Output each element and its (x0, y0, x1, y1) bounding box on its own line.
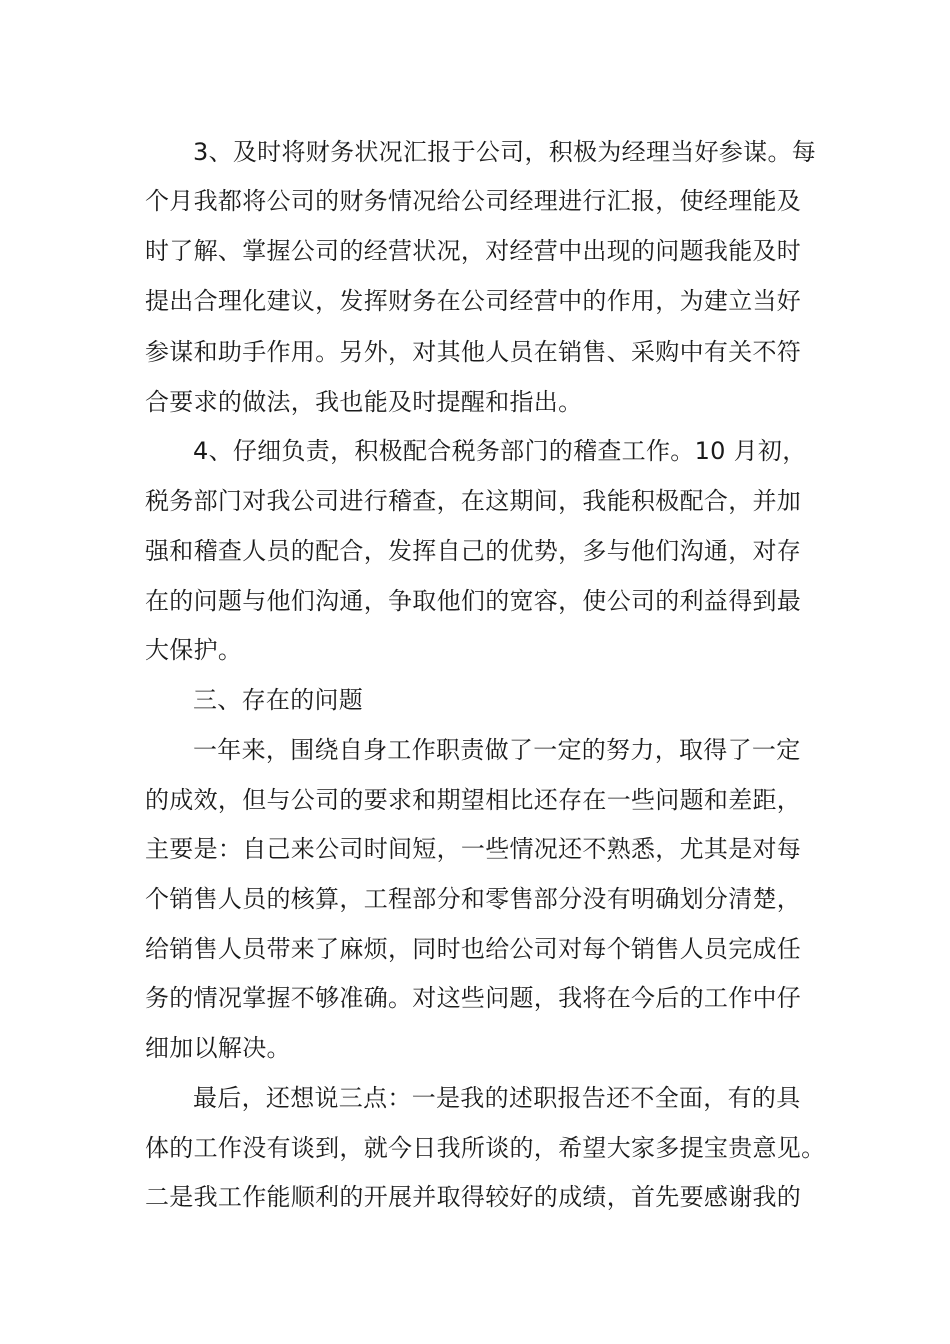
paragraph-line: 二是我工作能顺利的开展并取得较好的成绩，首先要感谢我的 (145, 1183, 802, 1211)
paragraph-line: 合要求的做法，我也能及时提醒和指出。 (145, 388, 583, 416)
paragraph-line: 参谋和助手作用。另外，对其他人员在销售、采购中有关不符 (145, 338, 802, 366)
paragraph-line: 的成效，但与公司的要求和期望相比还存在一些问题和差距， (145, 786, 802, 814)
paragraph-line: 提出合理化建议，发挥财务在公司经营中的作用，为建立当好 (145, 287, 802, 315)
paragraph-line: 4、仔细负责，积极配合税务部门的稽查工作。10 月初， (193, 437, 807, 465)
paragraph-line: 体的工作没有谈到，就今日我所谈的，希望大家多提宝贵意见。 (145, 1134, 826, 1162)
paragraph-line: 大保护。 (145, 636, 243, 664)
paragraph-line: 细加以解决。 (145, 1034, 291, 1062)
paragraph-line: 个月我都将公司的财务情况给公司经理进行汇报，使经理能及 (145, 187, 802, 215)
paragraph-line: 一年来，围绕自身工作职责做了一定的努力，取得了一定 (193, 736, 801, 764)
paragraph-line: 时了解、掌握公司的经营状况，对经营中出现的问题我能及时 (145, 237, 802, 265)
paragraph-line: 税务部门对我公司进行稽查，在这期间，我能积极配合，并加 (145, 487, 802, 515)
paragraph-line: 个销售人员的核算，工程部分和零售部分没有明确划分清楚， (145, 885, 802, 913)
paragraph-line: 强和稽查人员的配合，发挥自己的优势，多与他们沟通，对存 (145, 537, 802, 565)
paragraph-line: 务的情况掌握不够准确。对这些问题，我将在今后的工作中仔 (145, 984, 802, 1012)
section-heading: 三、存在的问题 (193, 686, 364, 714)
paragraph-line: 主要是：自己来公司时间短，一些情况还不熟悉，尤其是对每 (145, 835, 802, 863)
paragraph-line: 3、及时将财务状况汇报于公司，积极为经理当好参谋。每 (193, 138, 817, 166)
paragraph-line: 在的问题与他们沟通，争取他们的宽容，使公司的利益得到最 (145, 587, 802, 615)
paragraph-line: 最后，还想说三点：一是我的述职报告还不全面，有的具 (193, 1084, 801, 1112)
paragraph-line: 给销售人员带来了麻烦，同时也给公司对每个销售人员完成任 (145, 935, 802, 963)
